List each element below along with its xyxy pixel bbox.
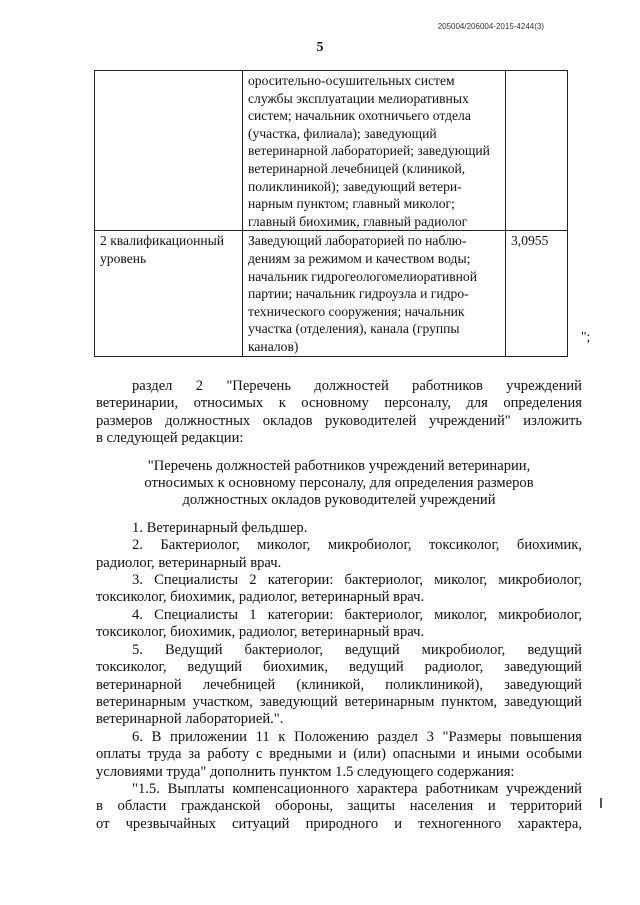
coefficient-cell: 3,0955: [506, 231, 568, 356]
position-line: партии; начальник гидроузла и гидро-: [248, 286, 469, 302]
paragraph-line: токсиколог, ведущий биохимик, ведущий радиолог, заведующий: [96, 659, 582, 676]
paragraph-line: 4. Специалисты 1 категории: бактериолог, миколог, микробиолог,: [132, 606, 582, 623]
position-line: технического сооружения; начальник: [248, 303, 465, 319]
paragraph-line: 5. Ведущий бактериолог, ведущий микробиолог, ведущий: [132, 641, 582, 658]
heading-line: "Перечень должностей работников учреждений ветеринарии,: [147, 457, 531, 474]
paragraph-line: токсиколог, биохимик, радиолог, ветеринарный врач.: [96, 589, 425, 606]
paragraph-line: 2. Бактериолог, миколог, микробиолог, токсиколог, биохимик,: [132, 537, 582, 554]
list-paragraph: [96, 520, 582, 537]
heading-line: должностных окладов руководителей учреждений: [182, 492, 496, 509]
position-line: главный биохимик, главный радиолог: [248, 213, 468, 229]
positions-cell: [243, 71, 506, 231]
list-paragraph: [96, 642, 582, 729]
paragraph-line: токсиколог, биохимик, радиолог, ветеринарный врач.: [96, 624, 425, 641]
positions-list: [96, 520, 582, 833]
qualification-level-line: уровень: [100, 250, 147, 266]
list-paragraph: [96, 607, 582, 642]
intro-line: в следующей редакции:: [96, 430, 244, 447]
intro-paragraph: [96, 378, 582, 448]
margin-mark: [600, 798, 602, 808]
position-line: службы эксплуатации мелиоративных: [248, 90, 469, 106]
coefficient-cell: [506, 71, 568, 231]
position-line: оросительно-осушительных систем: [248, 73, 455, 88]
qualification-level-cell: [95, 71, 243, 231]
positions-table-body: [95, 71, 568, 357]
intro-line: размеров должностных окладов руководителей учреждений" изложить: [96, 412, 582, 429]
position-line: Заведующий лабораторией по наблю-: [248, 233, 467, 249]
position-line: каналов): [248, 338, 299, 354]
position-line: нарным пунктом; главный миколог;: [248, 196, 455, 212]
intro-line: ветеринарии, относимых к основному персоналу, для определения: [96, 395, 582, 412]
positions-cell: [243, 231, 506, 356]
document-code: 205004/206004-2015-4244(3): [437, 22, 544, 31]
paragraph-line: в области гражданской обороны, защиты населения и территорий: [96, 798, 582, 815]
list-paragraph: [96, 572, 582, 607]
list-paragraph: [96, 729, 582, 781]
qualification-level-cell: [95, 231, 243, 356]
intro-line: раздел 2 "Перечень должностей работников учреждений: [132, 378, 582, 394]
position-line: (участка, филиала); заведующий: [248, 125, 437, 141]
body-text: [96, 378, 582, 833]
paragraph-line: оплаты труда за работу с вредными и (или) опасными и иными особыми: [96, 746, 582, 763]
heading-line: относимых к основному персоналу, для определения размеров: [144, 475, 534, 492]
position-line: участка (отделения), канала (группы: [248, 321, 460, 337]
position-line: поликлиникой); заведующий ветери-: [248, 178, 462, 194]
table-row: [95, 71, 568, 231]
list-paragraph: [96, 537, 582, 572]
position-line: дениям за режимом и качеством воды;: [248, 250, 471, 266]
list-heading: [96, 458, 582, 510]
position-line: ветеринарной лечебницей (клиникой,: [248, 160, 466, 176]
paragraph-line: 1. Ветеринарный фельдшер.: [132, 519, 308, 536]
paragraph-line: ветеринарной лабораторией.".: [96, 711, 284, 728]
paragraph-line: от чрезвычайных ситуаций природного и техногенного характера,: [96, 815, 582, 832]
paragraph-line: "1.5. Выплаты компенсационного характера работникам учреждений: [132, 780, 582, 797]
position-line: ветеринарной лабораторией; заведующий: [248, 143, 490, 159]
positions-table: [94, 70, 568, 357]
table-row: [95, 231, 568, 356]
paragraph-line: 3. Специалисты 2 категории: бактериолог, миколог, микробиолог,: [132, 572, 582, 589]
closing-quote-mark: ";: [581, 329, 591, 344]
paragraph-line: условиями труда" дополнить пунктом 1.5 следующего содержания:: [96, 763, 515, 780]
paragraph-line: радиолог, ветеринарный врач.: [96, 554, 282, 571]
paragraph-line: ветеринарной лечебницей (клиникой, поликлиникой), заведующий: [96, 676, 582, 693]
position-line: начальник гидрогеологомелиоративной: [248, 268, 478, 284]
list-paragraph: [96, 781, 582, 833]
paragraph-line: ветеринарным участком, заведующий ветеринарным пунктом, заведующий: [96, 693, 582, 710]
qualification-level-line: 2 квалификационный: [100, 233, 225, 249]
paragraph-line: 6. В приложении 11 к Положению раздел 3 "Размеры повышения: [132, 728, 582, 745]
position-line: систем; начальник охотничьего отдела: [248, 108, 471, 124]
page-number: 5: [316, 40, 324, 55]
